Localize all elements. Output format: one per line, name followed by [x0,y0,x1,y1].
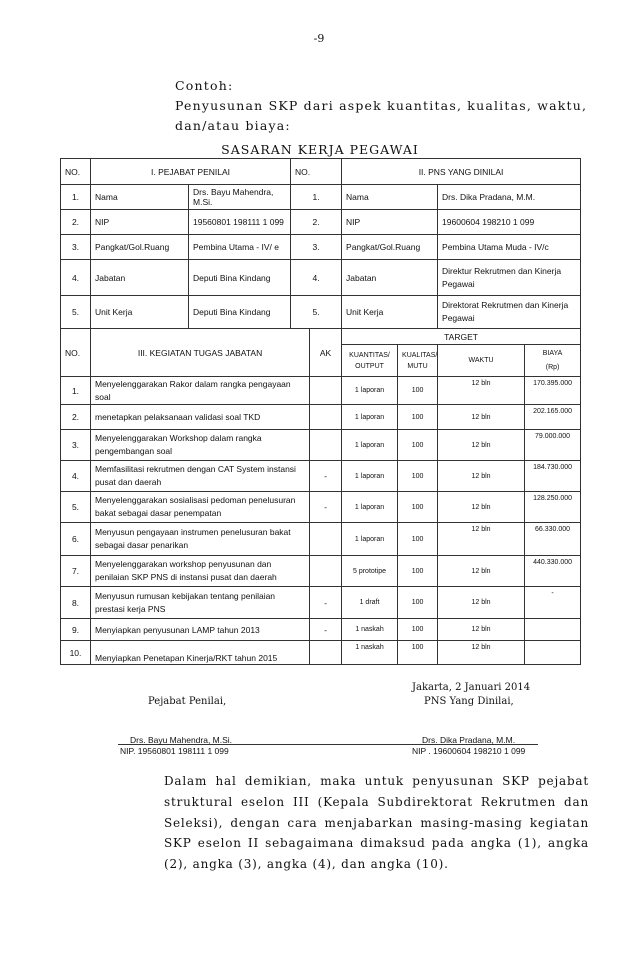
task-ak: - [310,492,342,523]
page-number: -9 [313,32,325,45]
task-no: 1. [61,377,91,405]
identity-no-2: 4. [291,260,342,296]
task-biaya [525,619,581,641]
identity-label: Unit Kerja [91,296,189,329]
tasks-header-ak: AK [310,329,342,377]
task-kuantitas: 1 naskah [342,619,398,641]
task-no: 9. [61,619,91,641]
task-biaya [525,641,581,665]
task-biaya: 170.395.000 [525,377,581,405]
tasks-header-waktu: WAKTU [438,345,525,377]
header-no: NO. [61,159,91,185]
identity-no-2: 5. [291,296,342,329]
signature-left-nip: NIP. 19560801 198111 1 099 [120,746,229,756]
header-pns-dinilai: II. PNS YANG DINILAI [342,159,581,185]
task-waktu: 12 bln [438,523,525,556]
task-kegiatan: Memfasilitasi rekrutmen dengan CAT System instansi pusat dan daerah [91,461,310,492]
task-row [61,587,581,619]
task-kegiatan: menetapkan pelaksanaan validasi soal TKD [91,405,310,430]
identity-value: Pembina Utama - IV/ e [189,235,291,260]
task-waktu: 12 bln [438,461,525,492]
task-no: 6. [61,523,91,556]
task-ak [310,377,342,405]
identity-label-2: Jabatan [342,260,438,296]
identity-no: 4. [61,260,91,296]
task-ak [310,405,342,430]
identity-label: Jabatan [91,260,189,296]
signature-left-name: Drs. Bayu Mahendra, M.Si. [130,735,233,745]
identity-label-2: Pangkat/Gol.Ruang [342,235,438,260]
intro-line-1: Contoh: [175,78,234,93]
tasks-header-no: NO. [61,329,91,377]
identity-row [61,296,581,329]
task-biaya: 128.250.000 [525,492,581,523]
signature-right-nip: NIP . 19600604 198210 1 099 [412,746,526,756]
intro-line-3: dan/atau biaya: [175,118,291,133]
task-kuantitas: 1 laporan [342,461,398,492]
task-kegiatan: Menyelenggarakan sosialisasi pedoman penelusuran bakat sebagai dasar penempatan [91,492,310,523]
task-ak [310,430,342,461]
task-row [61,377,581,405]
task-kualitas: 100 [398,587,438,619]
identity-no: 2. [61,210,91,235]
identity-value: Drs. Bayu Mahendra, M.Si. [189,185,291,210]
task-ak [310,641,342,665]
task-no: 3. [61,430,91,461]
tasks-header-target: TARGET [342,329,581,345]
identity-label-2: Nama [342,185,438,210]
task-ak [310,556,342,587]
identity-value: Deputi Bina Kindang [189,296,291,329]
identity-label-2: Unit Kerja [342,296,438,329]
task-kegiatan: Menyiapkan Penetapan Kinerja/RKT tahun 2015 [91,641,310,665]
task-kualitas: 100 [398,430,438,461]
task-kualitas: 100 [398,641,438,665]
identity-no-2: 3. [291,235,342,260]
header-pejabat-penilai: I. PEJABAT PENILAI [91,159,291,185]
task-biaya: 79.000.000 [525,430,581,461]
task-row [61,405,581,430]
task-waktu: 12 bln [438,587,525,619]
task-waktu: 12 bln [438,556,525,587]
task-row [61,492,581,523]
task-kegiatan: Menyusun rumusan kebijakan tentang penilaian prestasi kerja PNS [91,587,310,619]
tasks-header-kegiatan: III. KEGIATAN TUGAS JABATAN [91,329,310,377]
header-row [61,159,581,185]
biaya-unit: (Rp) [545,363,560,371]
signature-right-name: Drs. Dika Pradana, M.M. [422,735,516,745]
task-row [61,556,581,587]
task-row [61,641,581,665]
signature-place-date: Jakarta, 2 Januari 2014 [412,682,531,693]
task-kegiatan: Menyelenggarakan Workshop dalam rangka pengembangan soal [91,430,310,461]
identity-label: NIP [91,210,189,235]
identity-no: 3. [61,235,91,260]
task-no: 4. [61,461,91,492]
identity-value: 19560801 198111 1 099 [189,210,291,235]
identity-value: Deputi Bina Kindang [189,260,291,296]
task-kuantitas: 1 draft [342,587,398,619]
signature-right-role: PNS Yang Dinilai, [424,696,514,707]
task-kualitas: 100 [398,492,438,523]
task-row [61,461,581,492]
task-waktu: 12 bln [438,430,525,461]
task-row [61,619,581,641]
task-kegiatan: Menyelenggarakan Rakor dalam rangka pengayaan soal [91,377,310,405]
task-kualitas: 100 [398,461,438,492]
identity-label: Pangkat/Gol.Ruang [91,235,189,260]
task-biaya: - [525,587,581,619]
identity-no-2: 1. [291,185,342,210]
table-title: SASARAN KERJA PEGAWAI [221,142,419,157]
identity-value-2: Pembina Utama Muda - IV/c [438,235,581,260]
identity-no-2: 2. [291,210,342,235]
task-waktu: 12 bln [438,405,525,430]
task-kualitas: 100 [398,405,438,430]
tasks-header-row [61,329,581,345]
intro-text [175,76,587,136]
task-kuantitas: 1 laporan [342,405,398,430]
skp-table [60,158,581,665]
task-kualitas: 100 [398,619,438,641]
identity-row [61,235,581,260]
identity-row [61,185,581,210]
task-biaya: 184.730.000 [525,461,581,492]
task-no: 2. [61,405,91,430]
task-biaya: 440.330.000 [525,556,581,587]
task-no: 10. [61,641,91,665]
task-ak [310,523,342,556]
task-waktu: 12 bln [438,492,525,523]
task-kuantitas: 1 laporan [342,377,398,405]
identity-value-2: Direktorat Rekrutmen dan Kinerja Pegawai [438,296,581,329]
identity-value-2: Direktur Rekrutmen dan Kinerja Pegawai [438,260,581,296]
signature-left-role: Pejabat Penilai, [148,696,227,707]
task-waktu: 12 bln [438,641,525,665]
task-ak: - [310,587,342,619]
task-row [61,523,581,556]
identity-value-2: 19600604 198210 1 099 [438,210,581,235]
identity-row [61,210,581,235]
task-no: 5. [61,492,91,523]
task-no: 7. [61,556,91,587]
task-kuantitas: 1 laporan [342,492,398,523]
task-kuantitas: 5 prototipe [342,556,398,587]
task-biaya: 66.330.000 [525,523,581,556]
task-row [61,430,581,461]
task-kegiatan: Menyelenggarakan workshop penyusunan dan penilaian SKP PNS di instansi pusat dan daerah [91,556,310,587]
task-kuantitas: 1 naskah [342,641,398,665]
identity-row [61,260,581,296]
identity-value-2: Drs. Dika Pradana, M.M. [438,185,581,210]
task-kualitas: 100 [398,377,438,405]
task-kegiatan: Menyiapkan penyusunan LAMP tahun 2013 [91,619,310,641]
tasks-header-kualitas: KUALITAS/ MUTU [398,345,438,377]
task-ak: - [310,461,342,492]
task-waktu: 12 bln [438,377,525,405]
biaya-label: BIAYA [542,349,563,357]
task-kualitas: 100 [398,523,438,556]
task-kegiatan: Menyusun pengayaan instrumen penelusuran bakat sebagai dasar penarikan [91,523,310,556]
intro-line-2: Penyusunan SKP dari aspek kuantitas, kualitas, waktu, [175,98,588,113]
identity-label: Nama [91,185,189,210]
task-kualitas: 100 [398,556,438,587]
closing-paragraph: Dalam hal demikian, maka untuk penyusunan SKP pejabat struktural eselon III (Kepala Subdirektorat Rekrutmen dan Seleksi), dengan cara menjabarkan masing-masing kegiatan SKP eselon II sebagaimana dimaksud pada angka (1), angka (2), angka (3), angka (4), dan angka (10). [164,774,589,872]
tasks-header-biaya [525,345,581,377]
task-kuantitas: 1 laporan [342,430,398,461]
task-kuantitas: 1 laporan [342,523,398,556]
header-no-2: NO. [291,159,342,185]
identity-no: 1. [61,185,91,210]
identity-no: 5. [61,296,91,329]
task-no: 8. [61,587,91,619]
task-waktu: 12 bln [438,619,525,641]
task-biaya: 202.165.000 [525,405,581,430]
tasks-header-kuantitas: KUANTITAS/ OUTPUT [342,345,398,377]
task-ak: - [310,619,342,641]
identity-label-2: NIP [342,210,438,235]
